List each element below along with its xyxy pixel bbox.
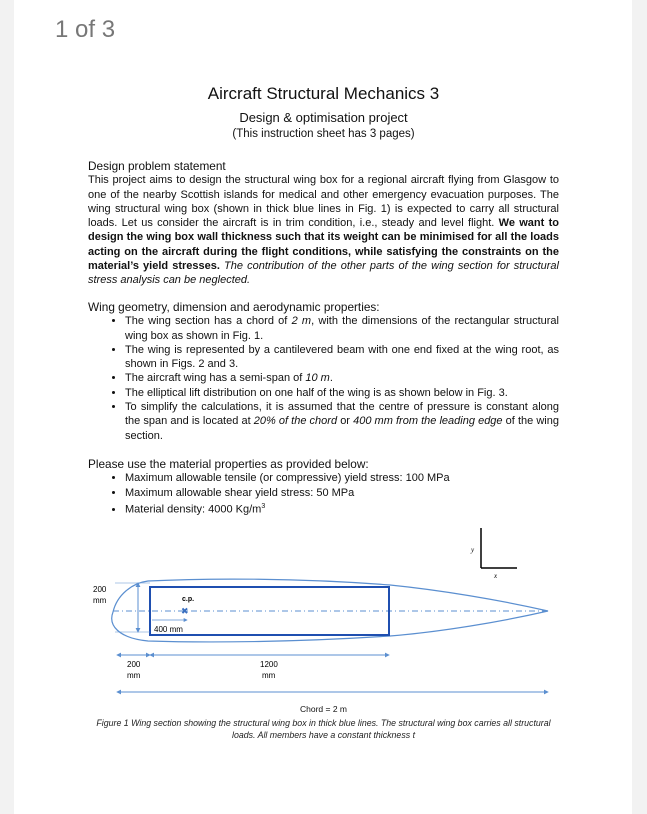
- figure-caption: Figure 1 Wing section showing the structural wing box in thick blue lines. The structural wing box carries all structural loads. All members have a constant thickness t: [96, 718, 551, 740]
- material-section: [88, 457, 559, 517]
- axis-x-label: x: [494, 572, 498, 580]
- project-title: Design & optimisation project: [239, 110, 408, 125]
- box-width-unit: mm: [262, 671, 276, 680]
- height-value: 200: [93, 585, 107, 594]
- list-item: • Maximum allowable shear yield stress: 50 MPa: [125, 486, 559, 500]
- material-heading: Please use the material properties as provided below:: [88, 457, 369, 471]
- geometry-list: [88, 314, 559, 443]
- list-item: • To simplify the calculations, it is assumed that the centre of pressure is constant along the span and is located at 20% of the chord or 400 mm from the leading edge of the wing section.: [125, 400, 559, 443]
- offset-value: 200: [127, 660, 141, 669]
- problem-paragraph: This project aims to design the structural wing box for a regional aircraft flying from Glasgow to one of the nearby Scottish islands for medical and other emergency evacuation purposes. The wing structural wing box (shown in thick blue lines in Fig. 1) is expected to carry all structural loads. Let us consider the aircraft is in trim condition, i.e., steady and level flight. We want to design the wing box wall thickness such that its weight can be minimised for all the loads acting on the aircraft during the flight conditions, while satisfying the constraints on the material’s yield stresses. The contribution of the other parts of the wing section for structural stress analysis can be neglected.: [88, 174, 559, 287]
- cp-marker-icon: ✖: [181, 606, 189, 616]
- list-item: • The elliptical lift distribution on one half of the wing is as shown below in Fig. 3.: [125, 386, 559, 400]
- problem-section: [88, 159, 559, 288]
- list-item: • The aircraft wing has a semi-span of 10 m.: [125, 371, 559, 385]
- box-dimension: 400 mm: [154, 625, 183, 634]
- chord-label: Chord = 2 m: [299, 704, 347, 714]
- cp-label: c.p.: [182, 596, 195, 603]
- axis-icon: [481, 528, 517, 568]
- material-list: [88, 471, 559, 517]
- axis-y-label: y: [471, 546, 475, 554]
- problem-heading: Design problem statement: [88, 159, 226, 173]
- list-item: • Maximum allowable tensile (or compressive) yield stress: 100 MPa: [125, 471, 559, 485]
- list-item: • The wing is represented by a cantilevered beam with one end fixed at the wing root, as shown in Figs. 2 and 3.: [125, 343, 559, 372]
- box-width-value: 1200: [260, 660, 278, 669]
- wing-section-figure: [88, 520, 558, 720]
- page-counter: 1 of 3: [55, 16, 116, 43]
- offset-unit: mm: [127, 671, 141, 680]
- page-note: (This instruction sheet has 3 pages): [232, 128, 415, 140]
- list-item: • The wing section has a chord of 2 m, with the dimensions of the rectangular structural wing box as shown in Fig. 1.: [125, 314, 559, 343]
- height-unit: mm: [93, 596, 107, 605]
- list-item: • Material density: 4000 $Kg/m^3$: [125, 500, 559, 517]
- geometry-heading: Wing geometry, dimension and aerodynamic properties:: [88, 300, 380, 314]
- course-title: Aircraft Structural Mechanics 3: [207, 84, 440, 103]
- geometry-section: [88, 300, 559, 443]
